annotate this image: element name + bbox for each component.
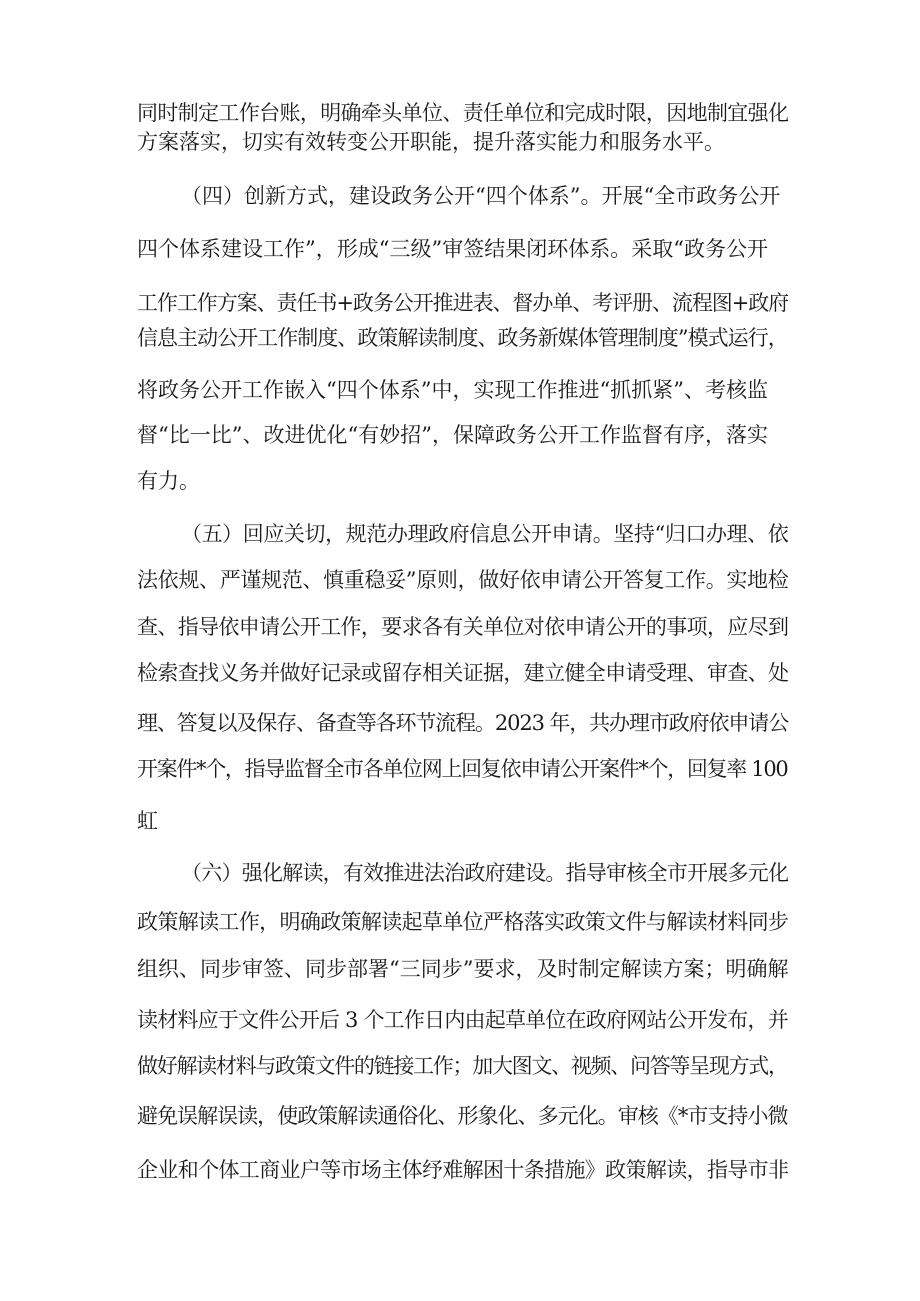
text-line: 读材料应于文件公开后 3 个工作日内由起草单位在政府网站公开发布，并 <box>137 1008 788 1032</box>
text-line: 检索查找义务并做好记录或留存相关证据，建立健全申请受理、审查、处 <box>137 661 789 685</box>
text-line: 工作工作方案、责任书+政务公开推进表、督办单、考评册、流程图+政府 <box>137 291 789 315</box>
text-line: 组织、同步审签、同步部署“三同步”要求，及时制定解读方案；明确解 <box>137 957 789 981</box>
text-line: 做好解读材料与政策文件的链接工作；加大图文、视频、问答等呈现方式， <box>137 1054 788 1078</box>
paragraph-heading-line: （六）强化解读，有效推进法治政府建设。指导审核全市开展多元化 <box>181 861 789 885</box>
text-line: 法依规、严谨规范、慎重稳妥”原则，做好依申请公开答复工作。实地检 <box>137 568 789 592</box>
text-line: 政策解读工作，明确政策解读起草单位严格落实政策文件与解读材料同步 <box>137 910 789 934</box>
paragraph-heading-line: （四）创新方式，建设政务公开“四个体系”。开展“全市政务公开 <box>181 184 781 208</box>
text-line: 理、答复以及保存、备查等各环节流程。2023 年，共办理市政府依申请公 <box>137 711 788 735</box>
text-line: 避免误解误读，使政策解读通俗化、形象化、多元化。审核《*市支持小微 <box>137 1104 788 1128</box>
text-line: 督“比一比”、改进优化“有妙招”，保障政务公开工作监督有序，落实 <box>137 423 768 447</box>
text-line: 企业和个体工商业户等市场主体纾难解困十条措施》政策解读，指导市非 <box>137 1158 789 1182</box>
text-line: 将政务公开工作嵌入“四个体系”中，实现工作推进“抓抓紧”、考核监 <box>137 378 768 402</box>
text-line: 虹 <box>137 809 158 833</box>
text-line: 查、指导依申请公开工作，要求各有关单位对依申请公开的事项，应尽到 <box>137 615 789 639</box>
text-line: 四个体系建设工作”，形成“三级”审签结果闭环体系。采取“政务公开 <box>137 237 768 261</box>
text-line: 同时制定工作台账，明确牵头单位、责任单位和完成时限，因地制宜强化 <box>137 101 789 125</box>
text-line: 方案落实，切实有效转变公开职能，提升落实能力和服务水平。 <box>137 130 725 154</box>
text-line: 信息主动公开工作制度、政策解读制度、政务新媒体管理制度”模式运行， <box>137 326 788 350</box>
text-line: 有力。 <box>137 469 200 493</box>
text-line: 开案件*个，指导监督全市各单位网上回复依申请公开案件*个，回复率 100 <box>137 757 788 781</box>
paragraph-heading-line: （五）回应关切，规范办理政府信息公开申请。坚持“归口办理、依 <box>181 522 789 546</box>
